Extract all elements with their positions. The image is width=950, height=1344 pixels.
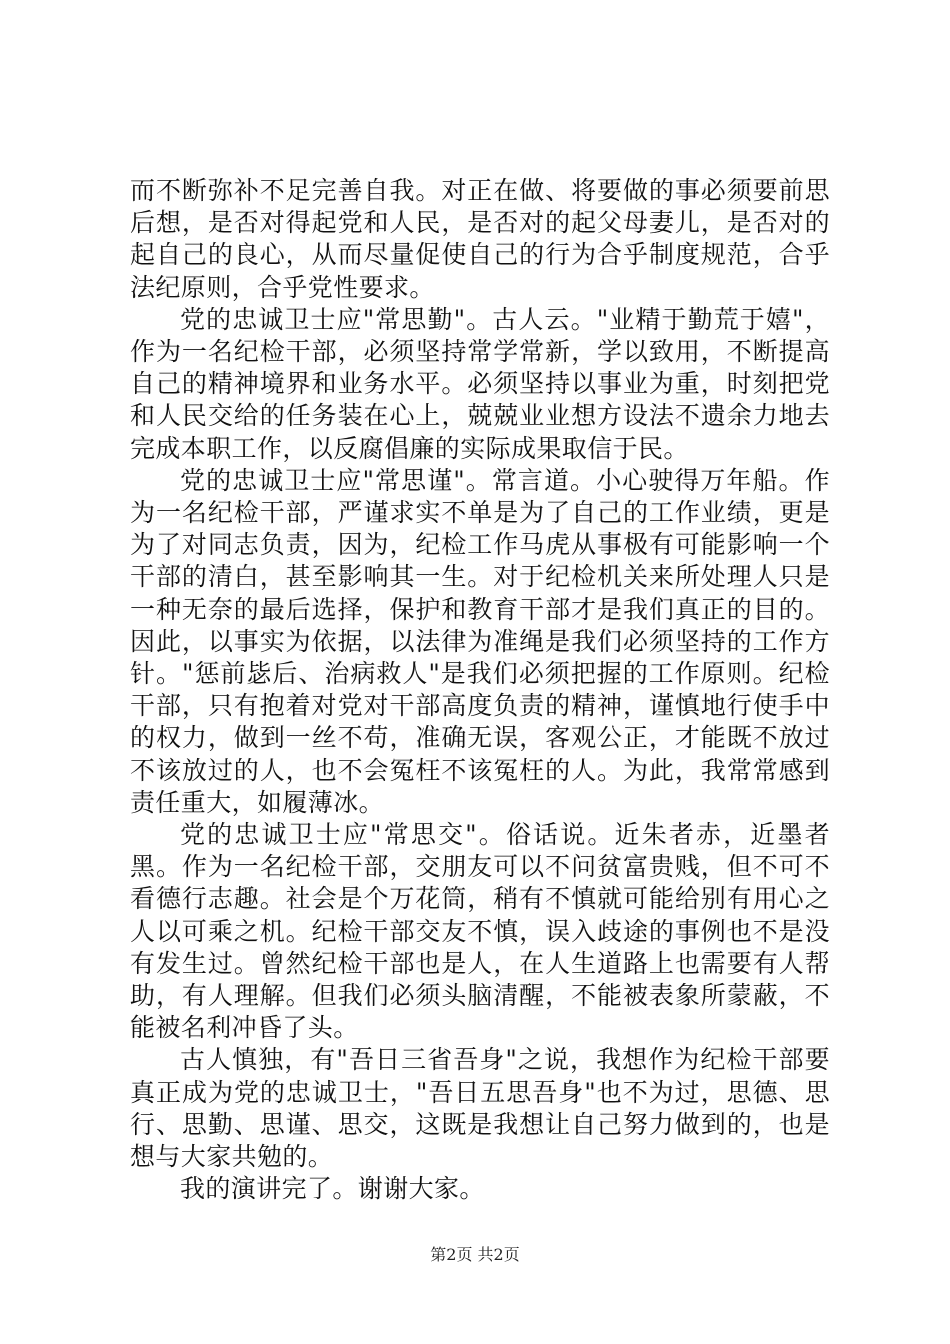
paragraph-4: 党的忠诚卫士应"常思交"。俗话说。近朱者赤，近墨者黑。作为一名纪检干部，交朋友可以不问贫富贵贱，但不可不看德行志趣。社会是个万花筒，稍有不慎就可能给别有用心之人以可乘之机。纪检干部交友不慎，误入歧途的事例也不是没有发生过。曾然纪检干部也是人，在人生道路上也需要有人帮助，有人理解。但我们必须头脑清醒，不能被表象所蒙蔽，不能被名利冲昏了头。 xyxy=(130,820,830,1043)
document-body xyxy=(130,175,830,1206)
paragraph-1: 而不断弥补不足完善自我。对正在做、将要做的事必须要前思后想，是否对得起党和人民，是否对的起父母妻儿，是否对的起自己的良心，从而尽量促使自己的行为合乎制度规范，合乎法纪原则，合乎党性要求。 xyxy=(130,176,830,302)
paragraph-2: 党的忠诚卫士应"常思勤"。古人云。"业精于勤荒于嬉"，作为一名纪检干部，必须坚持常学常新，学以致用，不断提高自己的精神境界和业务水平。必须坚持以事业为重，时刻把党和人民交给的任务装在心上，兢兢业业想方设法不遗余力地去完成本职工作，以反腐倡廉的实际成果取信于民。 xyxy=(130,304,830,463)
paragraph-5: 古人慎独，有"吾日三省吾身"之说，我想作为纪检干部要真正成为党的忠诚卫士，"吾日五思吾身"也不为过，思德、思行、思勤、思谨、思交，这既是我想让自己努力做到的，也是想与大家共勉的。 xyxy=(130,1045,830,1172)
paragraph-6: 我的演讲完了。谢谢大家。 xyxy=(180,1174,485,1204)
paragraph-3: 党的忠诚卫士应"常思谨"。常言道。小心驶得万年船。作为一名纪检干部，严谨求实不单是为了自己的工作业绩，更是为了对同志负责，因为，纪检工作马虎从事极有可能影响一个干部的清白，甚至影响其一生。对于纪检机关来所处理人只是一种无奈的最后选择，保护和教育干部才是我们真正的目的。因此，以事实为依据，以法律为准绳是我们必须坚持的工作方针。"惩前毖后、治病救人"是我们必须把握的工作原则。纪检干部，只有抱着对党对干部高度负责的精神，谨慎地行使手中的权力，做到一丝不苟，准确无误，客观公正，才能既不放过不该放过的人，也不会冤枉不该冤枉的人。为此，我常常感到责任重大，如履薄冰。 xyxy=(130,465,830,817)
page-number-label: 第2页 共2页 xyxy=(430,1245,520,1264)
page-footer xyxy=(0,1242,950,1265)
